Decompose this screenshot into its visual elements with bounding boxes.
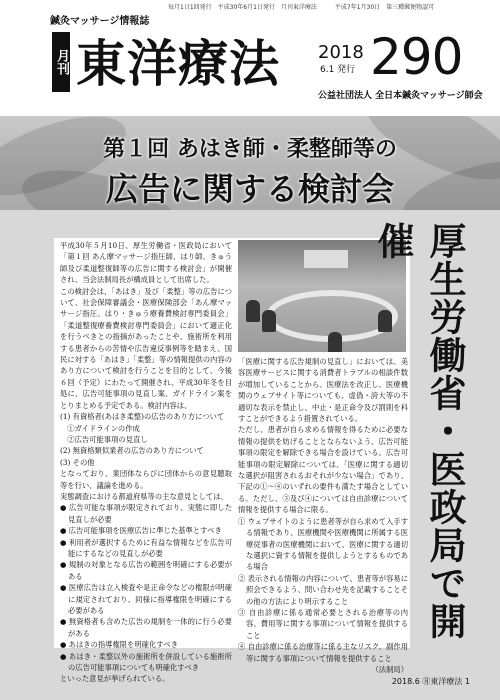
article-column-right [238, 356, 408, 675]
headline-line-1: 第１回 あはき師・柔整師等の [103, 137, 397, 162]
paragraph: ただし、患者が自ら求める情報を得るために必要な情報の提供を妨げることとならないよう、広告可能事項の限定を解除できる場合を設けている。広告可能事項の限定解除については、「医療に関する適切な選択が阻害されるおそれが少ない場合」であり、下記の①〜④のいずれの要件も満たす場合としている。ただし、③及び④については自由診療について情報を提供する場合に限る。 [238, 425, 408, 515]
magazine-title: 東洋療法 [76, 35, 280, 93]
monthly-badge: 月刊 [52, 32, 70, 92]
list-item: ● 無資格者も含めた広告の規制を一体的に行う必要がある [60, 617, 232, 638]
attendee [378, 310, 392, 332]
list-item: ● 広告可能事項を医療広告に準じた基準とすべき [60, 526, 222, 536]
paragraph: 「医療に関する広告規制の見直し」においては、美容医療サービスに関する消費者トラブルの相談件数が増加していることから、医療法を改正し、医療機関のウェブサイト等についても、虚偽・誇大等の不適切な表示を禁止し、中止・是正命令及び罰則を科すことができるよう措置されている。 [238, 357, 408, 424]
article-author: （法制局） [371, 664, 408, 674]
attendee [328, 332, 342, 352]
list-item: (2) 無資格類似業者の広告のあり方について [60, 446, 204, 456]
issue-date: 6.1 発行 [320, 65, 356, 75]
list-item: ● 規制の対象となる広告の範囲を明確にする必要がある [60, 560, 232, 581]
list-item: ● 広告可能な事項が限定されており、実態に即した見直しが必要 [60, 503, 232, 524]
attendee [246, 300, 260, 322]
article-column-left [60, 240, 232, 685]
list-item: ①ガイドラインの作成 [60, 423, 140, 433]
list-item: (3) その他 [60, 457, 95, 467]
list-item: (1) 有資格者(あはき柔整)の広告のあり方について [60, 412, 225, 422]
list-item: ● 医療広告は立入検査や是正命令などの権限が明確に規定されており、同様に指導権限を明確にする必要がある [60, 583, 232, 615]
issue-number: 290 [370, 28, 463, 86]
list-item: ②広告可能事項の見直し [60, 434, 148, 444]
paragraph: となっており、業団体ならびに団体からの意見聴取等を行い、議論を進める。 [60, 469, 232, 490]
list-item: ② 表示される情報の内容について、患者等が容易に照会できるよう、問い合わせ先を記載することその他の方法により明示すること [238, 573, 408, 606]
list-item: ● 利用者が選択するために有益な情報などを広告可能にするなどの見直しが必要 [60, 537, 232, 558]
side-headline: 厚生労働省・医政局で開催 [371, 222, 466, 640]
list-item: ③ 自由診療に係る通常必要とされる治療等の内容、費用等に関する事項について情報を提供すること [238, 607, 408, 640]
headline-line-2: 広告に関する検討会 [105, 170, 394, 208]
issue-year: 2018 [318, 42, 364, 63]
page-footer: 2018.6 ㊊東洋療法 1 [391, 677, 470, 686]
projector-screen [304, 250, 348, 268]
publisher: 公益社団法人 全日本鍼灸マッサージ師会 [318, 91, 483, 101]
list-item: ● あはき・柔整以外の施術所を併設している施術所の広告可能事項についても明確化すべき [60, 651, 232, 673]
paragraph: 平成30年５月10日、厚生労働省・医政局において「第１回 あん摩マッサージ指圧師、はり師、きゅう師及び柔道整復師等の広告に関する検討会」が開催され、当会法制局長が構成員として出席した。 [60, 241, 232, 285]
list-item: ● あはきの指導権限を明確化すべき [60, 640, 178, 650]
magazine-subtitle: 鍼灸マッサージ情報誌 [50, 16, 150, 27]
paragraph: この検討会は、「あはき」及び「柔整」等の広告について、社会保障審議会・医療保険部会「あん摩マッサージ指圧、はり・きゅう療養費検討専門委員会」「柔道整復療養費検討専門委員会」において適正化を行うべきとの指摘があったことや、施術所を利用する患者からの苦情や広告違反事例等を踏まえ、国民に対する「あはき」「柔整」等の情報提供の内容のあり方について検討を行うことを目的として、今後６回（予定）にわたって開催され、平成30年冬を目処に、広告可能事項の見直し案、ガイドライン案をとりまとめる予定である。検討内容は、 [60, 286, 232, 410]
masthead [0, 0, 500, 116]
publication-meta: 毎月1日1回発行 平成30年6月1日発行 月刊東洋療法 平成7年1月30日 第三種郵便物認可 [168, 4, 435, 11]
list-item: ④ 自由診療に係る治療等に係る主なリスク、副作用等に関する事項について情報を提供すること [238, 642, 408, 663]
paragraph: といった意見が挙げられている。 [60, 674, 170, 684]
list-item: ① ウェブサイトのように患者等が自ら求めて入手する情報であり、医療機関や医療機関に所属する医療従事者の医療機関において、医療に関する適切な選択に資する情報を提供しようとするものである場合 [238, 516, 408, 572]
paragraph: 実態調査における都道府県等の主な意見としては、 [60, 491, 228, 501]
attendee [262, 310, 276, 332]
